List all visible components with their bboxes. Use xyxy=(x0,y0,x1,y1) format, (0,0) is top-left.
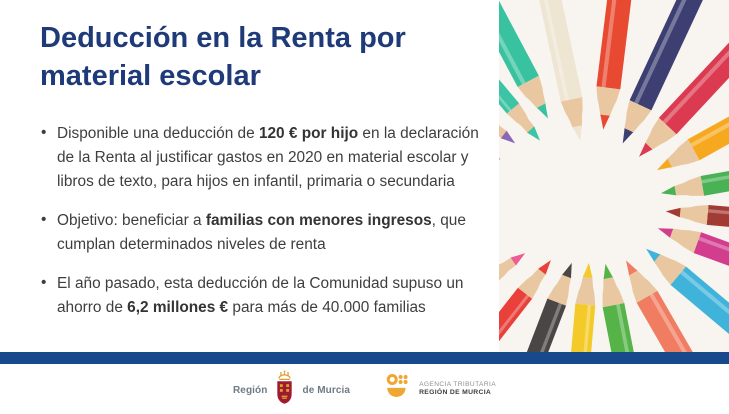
agencia-tributaria-logo xyxy=(386,373,496,406)
footer xyxy=(0,364,729,414)
bullet-item: • Objetivo: beneficiar a familias con menores ingresos, que cumplan determinados niveles de renta xyxy=(40,209,500,256)
bullet-item: • El año pasado, esta deducción de la Comunidad supuso un ahorro de 6,2 millones € para más de 40.000 familias xyxy=(40,272,500,319)
region-logo-text-right: de Murcia xyxy=(302,384,351,396)
agencia-logo-line1: AGENCIA TRIBUTARIA xyxy=(419,380,497,388)
agencia-logo-line2: REGIÓN DE MURCIA xyxy=(419,388,492,396)
colored-pencils-photo xyxy=(499,0,729,352)
bottom-divider-bar xyxy=(0,352,729,364)
slide-content xyxy=(40,20,500,335)
region-logo-text-left: Región xyxy=(232,384,268,396)
agencia-logo-text xyxy=(419,381,496,398)
agencia-tributaria-icon xyxy=(386,373,411,406)
colored-pencils-illustration xyxy=(499,0,729,352)
murcia-coat-of-arms-icon xyxy=(273,368,296,413)
page-title: Deducción en la Renta por material escolar xyxy=(40,22,406,92)
bullet-list xyxy=(40,122,500,319)
bullet-item: • Disponible una deducción de 120 € por hijo en la declaración de la Renta al justificar gastos en 2020 en material escolar y libros de texto, para hijos en infantil, primaria o secundaria xyxy=(40,122,500,193)
region-de-murcia-logo xyxy=(233,368,350,413)
